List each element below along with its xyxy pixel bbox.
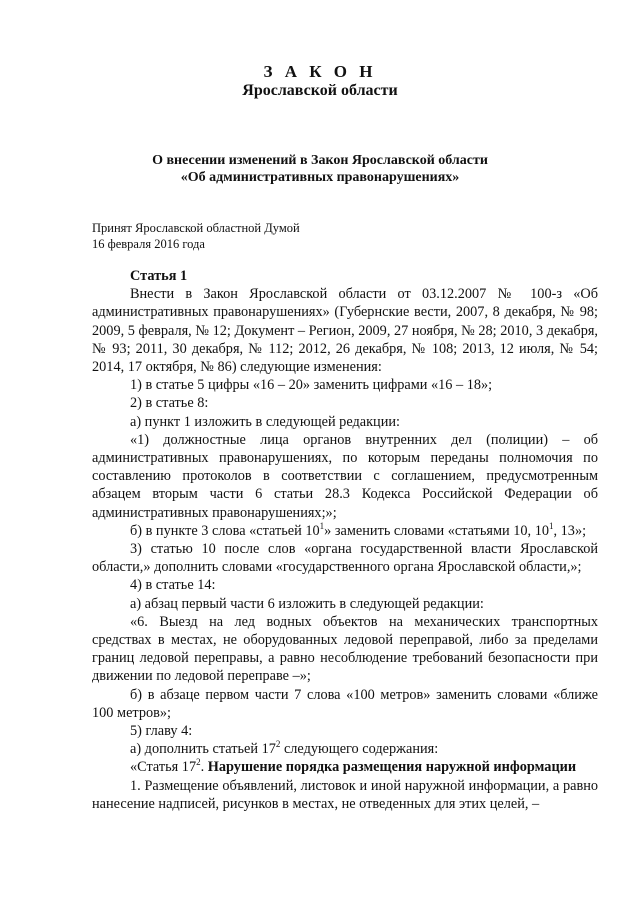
amendment-item-5: 5) главу 4:	[130, 723, 193, 740]
new-article-part-1: 1. Размещение объявлений, листовок и иной наружной информации, а равно нанесение надписей, рисунков в местах, не отведенных для этих целей, –	[92, 777, 598, 812]
amendment-item-4a-text: «6. Выезд на лед водных объектов на механических транспортных средствах в местах, не оборудованных ледовой переправой, либо за пределами границ ледовой переправы, а равно несоблюдение требований безопасности при движении по ледовой переправе –»;	[92, 613, 598, 685]
article-heading: Статья 1	[130, 268, 188, 284]
new-article-title: Нарушение порядка размещения наружной информации	[207, 759, 577, 776]
item-2b-text-middle: » заменить словами «статьями 10, 10	[324, 522, 549, 539]
amendment-item-4b: б) в абзаце первом части 7 слова «100 метров» заменить словами «ближе 100 метров»;	[92, 686, 598, 721]
item-2b-text-start: б) в пункте 3 слова «статьей 10	[130, 522, 320, 539]
item-2b-superscript-1: 1	[319, 521, 325, 532]
law-subject-line-1: О внесении изменений в Закон Ярославской области	[152, 153, 488, 168]
amendment-item-2a: а) пункт 1 изложить в следующей редакции:	[130, 413, 400, 430]
amendment-item-5a	[92, 740, 598, 758]
adoption-date: 16 февраля 2016 года	[92, 237, 205, 251]
new-article-heading	[92, 758, 598, 776]
article-body	[92, 267, 598, 813]
law-subject-line-2: «Об административных правонарушениях»	[180, 170, 460, 185]
law-subject	[0, 152, 640, 186]
new-article-superscript: 2	[196, 757, 201, 768]
amendment-item-4: 4) в статье 14:	[130, 577, 216, 594]
item-2b-superscript-2: 1	[549, 521, 554, 532]
new-article-number: «Статья 17	[130, 759, 197, 776]
law-region: Ярославской области	[242, 82, 398, 99]
amendment-item-1: 1) в статье 5 цифры «16 – 20» заменить цифрами «16 – 18»;	[130, 377, 493, 394]
item-5a-superscript: 2	[275, 739, 281, 750]
article-intro: Внести в Закон Ярославской области от 03.12.2007 № 100-з «Об административных правонарушениях» (Губернские вести, 2007, 8 декабря, № 98; 2009, 5 февраля, № 12; Документ – Регион, 2009, 27 ноября, № 28; 2010, 3 декабря, № 93; 2011, 30 декабря, № 112; 2012, 26 декабря, № 108; 2013, 12 июля, № 54; 2014, 17 октября, № 86) следующие изменения:	[92, 286, 598, 376]
amendment-item-2a-text: «1) должностные лица органов внутренних дел (полиции) – об административных правонарушениях, по которым переданы полномочия по составлению протоколов в соответствии с соглашением, предусмотренным абзацем вторым части 6 статьи 28.3 Кодекса Российской Федерации об административных правонарушениях;»;	[92, 431, 598, 521]
item-5a-text-end: следующего содержания:	[280, 741, 439, 758]
amendment-item-3: 3) статью 10 после слов «органа государственной власти Ярославской области,» дополнить словами «государственного органа Ярославской области,»;	[92, 541, 598, 576]
amendment-item-4a: а) абзац первый части 6 изложить в следующей редакции:	[130, 595, 484, 612]
adoption-info	[92, 220, 300, 252]
law-title: З А К О Н	[263, 62, 377, 81]
new-article-separator: .	[200, 759, 208, 776]
adoption-body: Принят Ярославской областной Думой	[92, 221, 300, 235]
amendment-item-2: 2) в статье 8:	[130, 395, 209, 412]
amendment-item-2b	[92, 522, 598, 540]
item-5a-text-start: а) дополнить статьей 17	[130, 741, 276, 758]
item-2b-text-end: , 13»;	[553, 522, 587, 539]
